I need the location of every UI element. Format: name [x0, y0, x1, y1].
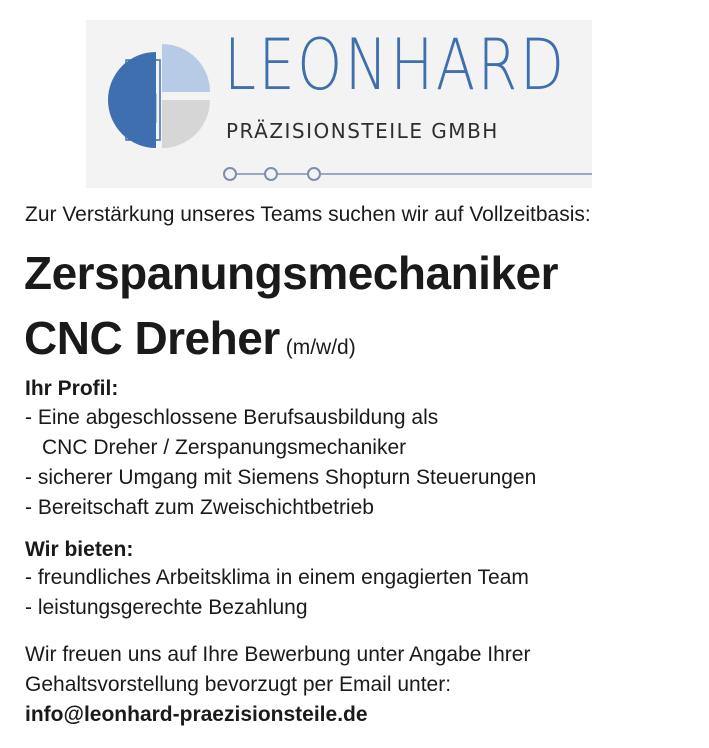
offer-list — [25, 563, 529, 623]
closing-line1: Wir freuen uns auf Ihre Bewerbung unter Angabe Ihrer — [25, 643, 531, 666]
list-item: - freundliches Arbeitsklima in einem engagierten Team — [25, 566, 529, 589]
closing-line2: Gehaltsvorstellung bevorzugt per Email unter: — [25, 673, 452, 696]
intro-text: Zur Verstärkung unseres Teams suchen wir auf Vollzeitbasis: — [25, 203, 591, 226]
list-item: - sicherer Umgang mit Siemens Shopturn Steuerungen — [25, 466, 537, 489]
offer-heading: Wir bieten: — [25, 538, 134, 561]
list-item: - leistungsgerechte Bezahlung — [25, 596, 308, 619]
profile-heading: Ihr Profil: — [25, 377, 119, 400]
job-title-line2 — [24, 312, 356, 364]
company-logo — [86, 20, 592, 188]
email-link[interactable]: info@leonhard-praezisionsteile.de — [25, 703, 368, 726]
list-item: - Bereitschaft zum Zweischichtbetrieb — [25, 496, 374, 519]
list-item: CNC Dreher / Zerspanungsmechaniker — [42, 436, 407, 459]
profile-list — [25, 403, 536, 523]
gender-suffix: (m/w/d) — [285, 336, 356, 359]
company-name: LEONHARD — [224, 24, 567, 106]
job-title-text: CNC Dreher — [24, 312, 280, 364]
logo-letter: M — [125, 87, 161, 133]
list-item: - Eine abgeschlossene Berufsausbildung als — [25, 406, 439, 429]
closing-text — [25, 640, 530, 730]
job-title-line1: Zerspanungsmechaniker — [24, 247, 559, 299]
company-subtitle: PRÄZISIONSTEILE GMBH — [226, 119, 499, 143]
